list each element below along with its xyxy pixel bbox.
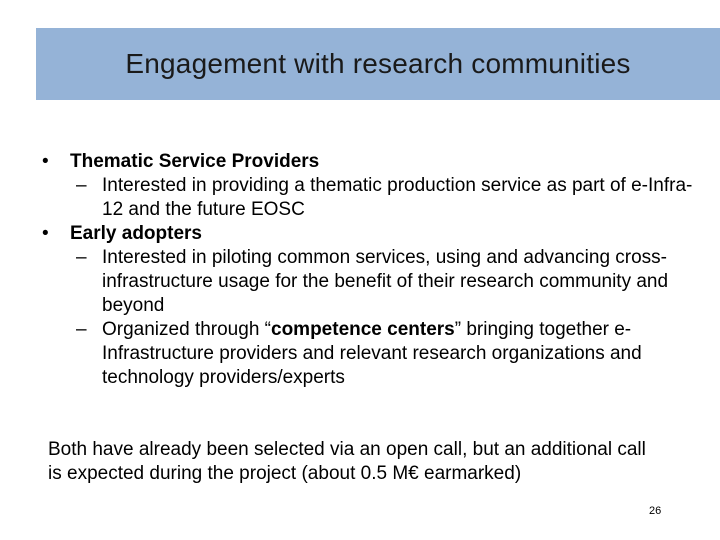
sub-bullet-text-bold: competence centers <box>271 319 455 340</box>
footer-text: Both have already been selected via an open call, but an additional call is expected during the project (about 0.5 M€ earmarked) <box>48 439 646 484</box>
dash-marker: – <box>76 175 87 196</box>
bullet-marker: • <box>42 151 49 172</box>
sub-bullet-text: Interested in piloting common services, using and advancing cross-infrastructure usage for the benefit of their research community and beyond <box>102 247 669 316</box>
bullet-thematic-service-providers <box>40 150 700 174</box>
sub-bullet <box>40 174 700 222</box>
bullet-early-adopters <box>40 222 700 246</box>
bullet-marker: • <box>42 223 49 244</box>
sub-bullet-text: Interested in providing a thematic production service as part of e-Infra-12 and the future EOSC <box>102 175 693 220</box>
bullet-list <box>40 150 700 390</box>
slide-title: Engagement with research communities <box>125 48 631 79</box>
bullet-label: Thematic Service Providers <box>70 151 320 172</box>
sub-bullet <box>40 318 700 390</box>
title-bar <box>36 28 720 100</box>
page-number: 26 <box>649 505 662 517</box>
dash-marker: – <box>76 319 87 340</box>
sub-bullet <box>40 246 700 318</box>
sub-bullet-text-post: ” bringing together e-Infrastructure providers and relevant research organizations and technology providers/experts <box>102 319 642 388</box>
sub-bullet-text-pre: Organized through “ <box>102 319 271 340</box>
dash-marker: – <box>76 247 87 268</box>
bullet-label: Early adopters <box>70 223 202 244</box>
